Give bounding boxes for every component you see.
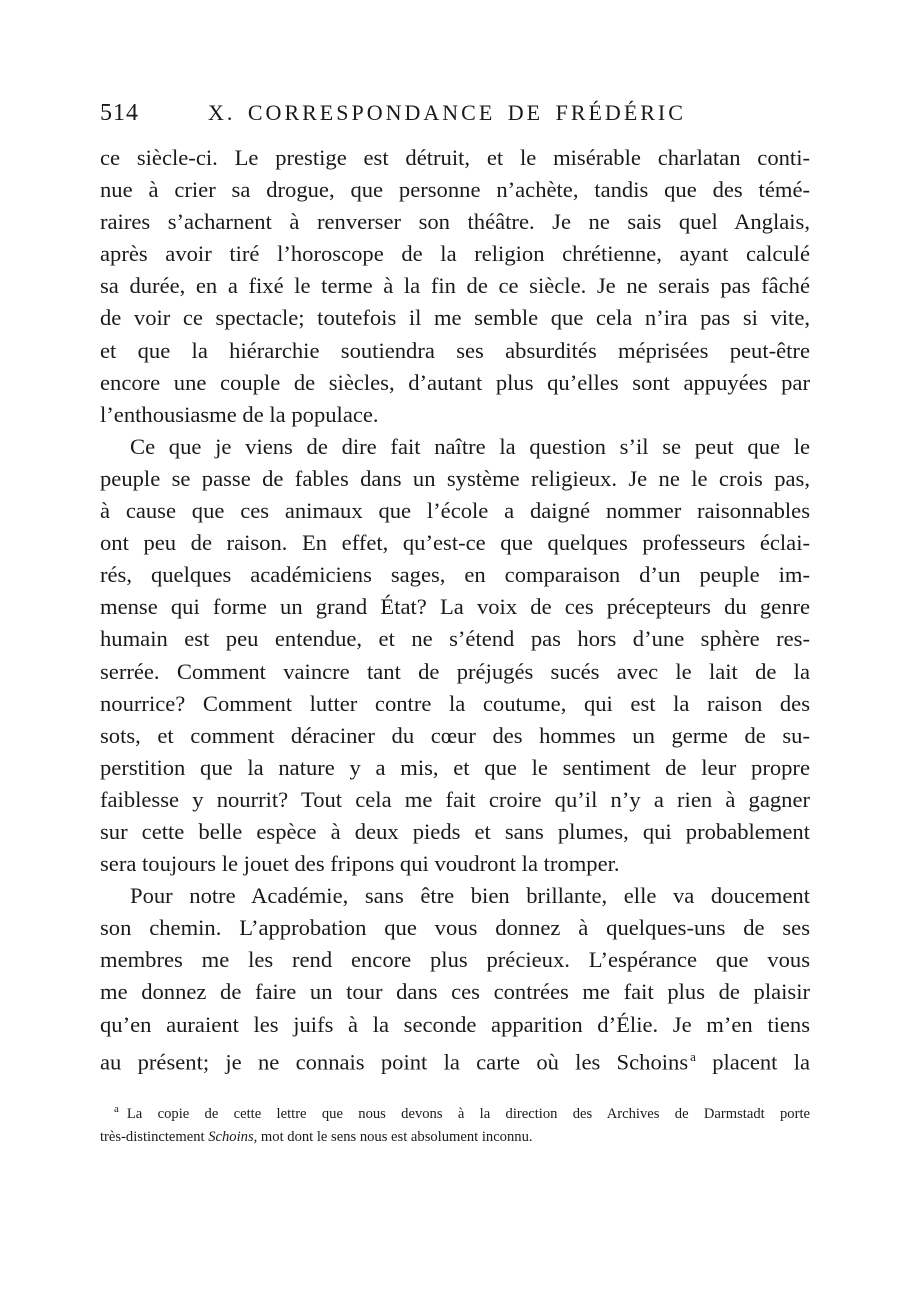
footnote-text: très-distinctement: [100, 1128, 209, 1145]
text-line: faiblesse y nourrit? Tout cela me fait croire qu’il n’y a rien à gagner: [100, 786, 810, 812]
footnote: [100, 1098, 810, 1149]
text-line: perstition que la nature y a mis, et que le sentiment de leur propre: [100, 754, 810, 780]
paragraph-1: [100, 142, 810, 431]
footnote-italic-term: Schoins,: [208, 1128, 258, 1145]
text-line: Ce que je viens de dire fait naître la question s’il se peut que le: [130, 433, 810, 459]
text-line: qu’en auraient les juifs à la seconde apparition d’Élie. Je m’en tiens: [100, 1011, 810, 1037]
text-segment: placent la: [712, 1049, 810, 1075]
paragraph-3: [100, 880, 810, 1078]
running-title: X. CORRESPONDANCE DE FRÉDÉRIC: [208, 100, 686, 125]
footnote-line: [100, 1126, 810, 1149]
text-line: humain est peu entendue, et ne s’étend pas hors d’une sphère res-: [100, 626, 810, 652]
text-line: ce siècle-ci. Le prestige est détruit, et le misérable charlatan conti-: [100, 145, 810, 170]
text-segment: au présent; je ne connais point la carte où les Schoins: [100, 1049, 689, 1075]
text-line: [100, 1041, 810, 1079]
footnote-line: [100, 1098, 810, 1126]
text-line: nue à crier sa drogue, que personne n’achète, tandis que des témé-: [100, 177, 810, 203]
footnote-text: mot dont le sens nous est absolument inconnu.: [257, 1128, 533, 1145]
text-line: l’enthousiasme de la populace.: [100, 401, 379, 427]
text-line: serrée. Comment vaincre tant de préjugés sucés avec le lait de la: [100, 658, 810, 684]
letter-body: [100, 142, 810, 1078]
text-line: mense qui forme un grand État? La voix de ces précepteurs du genre: [100, 594, 810, 620]
footnote-reference[interactable]: a: [690, 1048, 696, 1064]
text-line: sur cette belle espèce à deux pieds et sans plumes, qui probablement: [100, 818, 810, 844]
text-line: Pour notre Académie, sans être bien brillante, elle va doucement: [130, 883, 810, 909]
text-line: ont peu de raison. En effet, qu’est-ce que quelques professeurs éclai-: [100, 530, 810, 556]
text-line: me donnez de faire un tour dans ces contrées me fait plus de plaisir: [100, 979, 810, 1005]
text-line: raires s’acharnent à renverser son théâtre. Je ne sais quel Anglais,: [100, 209, 810, 235]
text-line: sa durée, en a fixé le terme à la fin de ce siècle. Je ne serais pas fâché: [100, 273, 810, 299]
text-line: rés, quelques académiciens sages, en comparaison d’un peuple im-: [100, 562, 810, 588]
text-line: de voir ce spectacle; toutefois il me semble que cela n’ira pas si vite,: [100, 305, 810, 331]
text-line: sots, et comment déraciner du cœur des hommes un germe de su-: [100, 722, 810, 748]
text-line: peuple se passe de fables dans un système religieux. Je ne le crois pas,: [100, 465, 810, 491]
text-line: après avoir tiré l’horoscope de la religion chrétienne, ayant calculé: [100, 241, 810, 267]
page-number: 514: [100, 100, 139, 126]
text-line: et que la hiérarchie soutiendra ses absurdités méprisées peut-être: [100, 337, 810, 363]
text-line: membres me les rend encore plus précieux. L’espérance que vous: [100, 947, 810, 973]
text-line: encore une couple de siècles, d’autant plus qu’elles sont appuyées par: [100, 369, 810, 395]
text-line: nourrice? Comment lutter contre la coutume, qui est la raison des: [100, 690, 810, 716]
footnote-text: La copie de cette lettre que nous devons à la direction des Archives de Darmstadt porte: [126, 1105, 810, 1122]
page-header: [100, 100, 800, 136]
text-line: son chemin. L’approbation que vous donnez à quelques-uns de ses: [100, 915, 810, 941]
text-line: sera toujours le jouet des fripons qui voudront la tromper.: [100, 851, 620, 877]
footnote-marker: a: [114, 1103, 119, 1115]
paragraph-2: [100, 431, 810, 880]
text-line: à cause que ces animaux que l’école a daigné nommer raisonnables: [100, 498, 810, 524]
